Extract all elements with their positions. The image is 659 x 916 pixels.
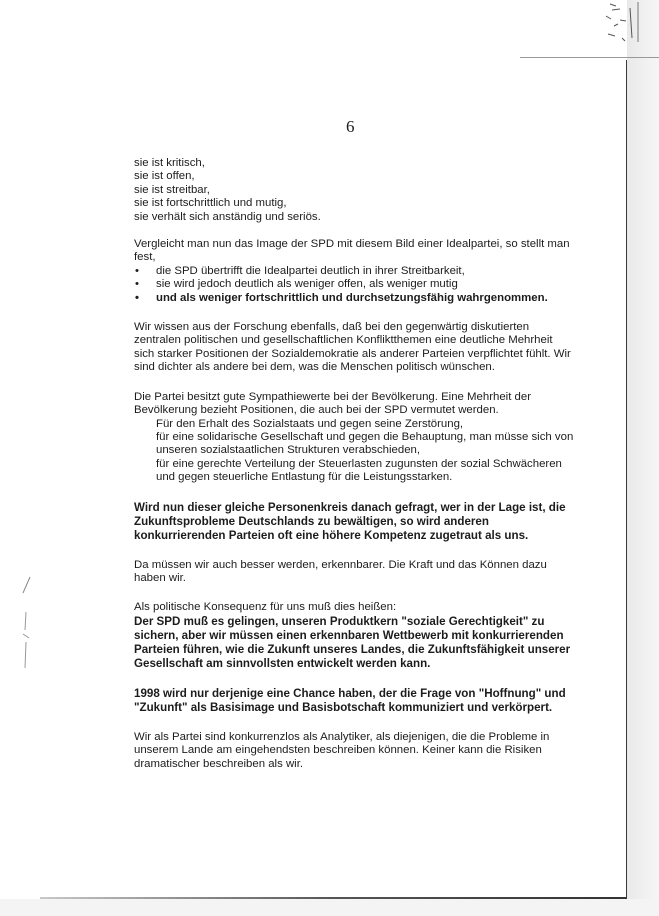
scan-mark-icon: [600, 0, 650, 55]
intro-line: sie ist offen,: [134, 170, 195, 183]
sympathy-item: für eine solidarische Gesellschaft und gegen die Behauptung, man müsse sich von unseren sozialstaatlichen Strukturen verabschieden,: [156, 430, 574, 457]
page-number: 6: [346, 117, 355, 136]
competence-paragraph: Wird nun dieser gleiche Personenkreis danach gefragt, wer in der Lage ist, die Zukunftsprobleme Deutschlands zu bewältigen, so wird anderen konkurrierenden Parteien oft eine höhere Kompetenz zugetraut als uns.: [134, 500, 566, 542]
bullet-item: • die SPD übertrifft die Idealpartei deutlich in ihrer Streitbarkeit,: [134, 265, 574, 278]
scan-mark-icon: [20, 610, 32, 670]
better-paragraph: Da müssen wir auch besser werden, erkennbarer. Die Kraft und das Können dazu haben wir.: [134, 558, 547, 584]
scan-shadow: [627, 0, 659, 916]
sympathy-item: für eine gerechte Verteilung der Steuerlasten zugunsten der sozial Schwächeren und gegen steuerliche Entlastung für die Leistungsstarken.: [156, 457, 562, 484]
comparison-lead: Vergleicht man nun das Image der SPD mit diesem Bild einer Idealpartei, so stellt man fest,: [134, 238, 570, 264]
sympathy-item: Für den Erhalt des Sozialstaats und gegen seine Zerstörung,: [156, 417, 464, 430]
scan-top-line: [520, 57, 659, 58]
consequence-lead: Als politische Konsequenz für uns muß dies heißen:: [134, 601, 397, 614]
scan-bottom-band: [0, 899, 659, 916]
intro-line: sie ist fortschrittlich und mutig,: [134, 197, 287, 210]
scan-bottom-line: [40, 897, 626, 899]
analysts-paragraph: Wir als Partei sind konkurrenzlos als Analytiker, als diejenigen, die die Probleme in unserem Lande am eingehendsten beschreiben können. Keiner kann die Risiken dramatischer beschreiben als wir.: [134, 730, 550, 770]
bullet-item: • sie wird jedoch deutlich als weniger offen, als weniger mutig: [134, 278, 574, 291]
document-body: [134, 157, 574, 771]
outlook-paragraph: 1998 wird nur derjenige eine Chance haben, der die Frage von "Hoffnung" und "Zukunft" als Basisimage und Basisbotschaft kommuniziert und verkörpert.: [134, 686, 566, 714]
intro-line: sie ist kritisch,: [134, 157, 205, 169]
sympathy-items: [134, 418, 574, 485]
scan-mark-icon: [20, 575, 32, 595]
bullet-item: • und als weniger fortschrittlich und durchsetzungsfähig wahrgenommen.: [134, 292, 574, 305]
intro-list: [134, 157, 574, 224]
intro-line: sie verhält sich anständig und seriös.: [134, 210, 321, 223]
sympathy-lead: Die Partei besitzt gute Sympathiewerte bei der Bevölkerung. Eine Mehrheit der Bevölkerung bezieht Positionen, die auch bei der SPD vermutet werden.: [134, 390, 531, 417]
scan-edge-line: [626, 60, 627, 910]
intro-line: sie ist streitbar,: [134, 183, 210, 196]
comparison-bullets: [134, 265, 574, 305]
consequence-bold: Der SPD muß es gelingen, unseren Produktkern "soziale Gerechtigkeit" zu sichern, aber wir müssen einen erkennbaren Wettbewerb mit konkurrierenden Parteien führen, wie die Zukunft unseres Landes, die Zukunftsfähigkeit unserer Gesellschaft am sinnvollsten entwickelt werden kann.: [134, 614, 571, 670]
research-paragraph: Wir wissen aus der Forschung ebenfalls, daß bei den gegenwärtig diskutierten zentralen politischen und gesellschaftlichen Konfliktthemen eine deutliche Mehrheit sich starker Positionen der Sozialdemokratie als anderer Parteien verpflichtet fühlt. Wir sind dichter als andere bei dem, was die Menschen politisch wünschen.: [134, 321, 571, 374]
